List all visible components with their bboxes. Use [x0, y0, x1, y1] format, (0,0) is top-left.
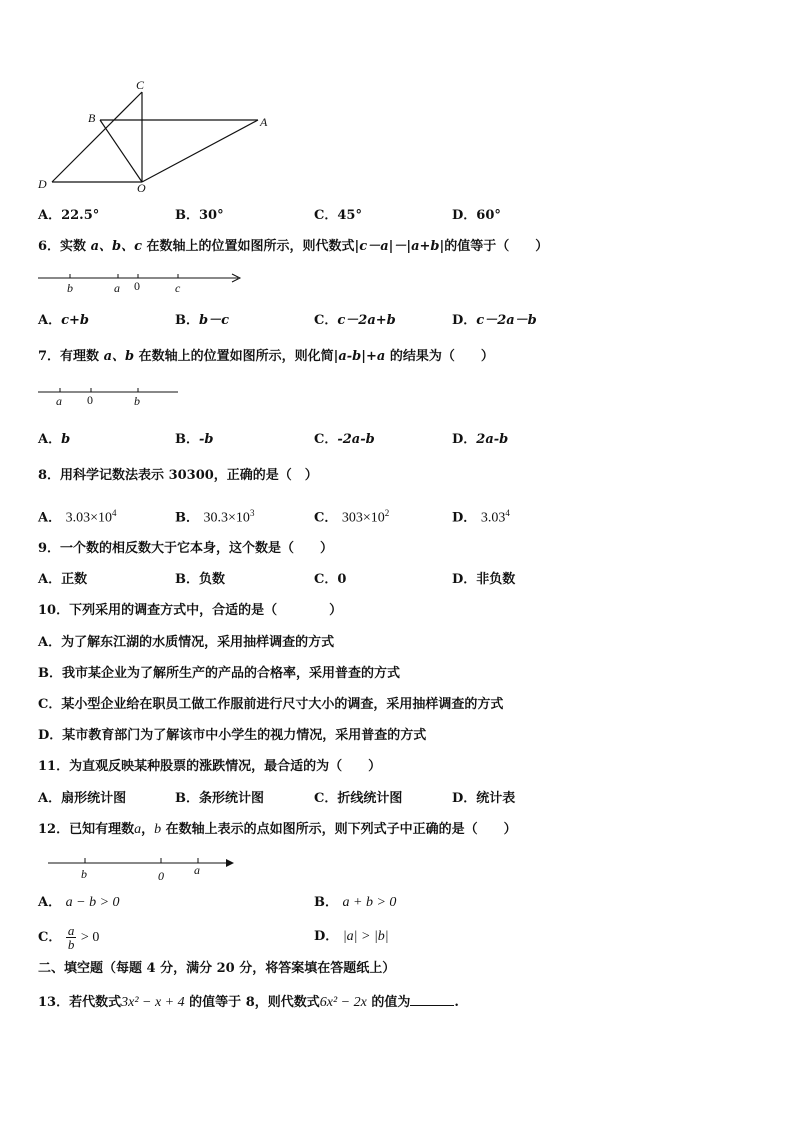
- q9-option-b[interactable]: B．负数: [175, 572, 225, 587]
- q7-option-b[interactable]: B．-b: [175, 432, 214, 447]
- q7-axis-label-b: b: [134, 394, 140, 408]
- q11-option-c[interactable]: C．折线统计图: [314, 791, 403, 806]
- q9-option-c[interactable]: C．0: [314, 572, 347, 587]
- q6-axis-label-zero: 0: [134, 279, 140, 293]
- q5-option-b[interactable]: B．30°: [175, 208, 224, 223]
- q6-expr: |c－a|－|a+b|: [354, 239, 445, 254]
- q6-option-c[interactable]: C．c－2a+b: [314, 313, 396, 328]
- q5-option-d[interactable]: D．60°: [452, 208, 501, 223]
- q7-axis-label-zero: 0: [87, 393, 93, 407]
- point-label-B: B: [88, 111, 96, 125]
- q11-option-a[interactable]: A．扇形统计图: [38, 791, 127, 806]
- q13-answer-blank[interactable]: [410, 993, 454, 1006]
- q12-option-c[interactable]: C． $\frac{a}{b}$ > 0: [38, 923, 100, 952]
- question-10: 10．下列采用的调查方式中，合适的是（ ）: [38, 603, 343, 618]
- q12-axis-label-zero: 0: [158, 869, 164, 883]
- q5-option-a[interactable]: A．22.5°: [38, 208, 100, 223]
- q10-option-d[interactable]: D．某市教育部门为了解该市中小学生的视力情况，采用普查的方式: [38, 728, 427, 743]
- point-label-D: D: [38, 177, 47, 191]
- question-7: 7．有理数 a、b 在数轴上的位置如图所示，则化简|a-b|+a 的结果为（ ）: [38, 349, 494, 364]
- question-12: 12．已知有理数a，b 在数轴上表示的点如图所示，则下列式子中正确的是（ ）: [38, 822, 517, 837]
- q12-number-line: [44, 854, 244, 884]
- q6-vars: a、b、c: [90, 239, 143, 254]
- q9-option-d[interactable]: D．非负数: [452, 572, 516, 587]
- question-6: [38, 239, 548, 255]
- q6-option-a[interactable]: A．c+b: [38, 313, 89, 328]
- q10-option-a[interactable]: A．为了解东江湖的水质情况，采用抽样调查的方式: [38, 635, 335, 650]
- q6-option-b[interactable]: B．b－c: [175, 313, 230, 328]
- question-8: 8．用科学记数法表示 30300，正确的是（ ）: [38, 468, 318, 483]
- question-9: 9．一个数的相反数大于它本身，这个数是（ ）: [38, 541, 334, 556]
- q6-number-line: [36, 268, 246, 296]
- q10-option-c[interactable]: C．某小型企业给在职员工做工作服前进行尺寸大小的调查，采用抽样调查的方式: [38, 697, 504, 712]
- q6-text-c: 的值等于（ ）: [444, 239, 549, 254]
- q6-axis-label-c: c: [175, 281, 181, 295]
- q10-option-b[interactable]: B．我市某企业为了解所生产的产品的合格率，采用普查的方式: [38, 666, 400, 681]
- q7-axis-label-a: a: [56, 394, 62, 408]
- q8-option-b[interactable]: B． $30.3\times 10^3$: [175, 508, 255, 526]
- q6-num: 6．: [38, 239, 61, 254]
- q7-option-c[interactable]: C．-2a-b: [314, 432, 375, 447]
- segment-OA: [142, 120, 258, 182]
- q7-option-a[interactable]: A．b: [38, 432, 71, 447]
- q12-option-a[interactable]: A． a − b > 0: [38, 895, 120, 910]
- q11-option-b[interactable]: B．条形统计图: [175, 791, 264, 806]
- question-11: 11．为直观反映某种股票的涨跌情况，最合适的为（ ）: [38, 759, 382, 774]
- q7-number-line: [36, 384, 186, 412]
- q11-option-d[interactable]: D．统计表: [452, 791, 516, 806]
- q12-option-d[interactable]: D． |a| > |b|: [314, 929, 389, 944]
- q6-text-a: 实数: [60, 239, 91, 254]
- q6-axis-label-a: a: [114, 281, 120, 295]
- point-label-A: A: [260, 115, 268, 129]
- point-label-C: C: [136, 78, 145, 92]
- q12-option-b[interactable]: B． a + b > 0: [314, 895, 397, 910]
- q8-option-c[interactable]: C． $303\times 10^2$: [314, 508, 390, 526]
- q8-option-a[interactable]: A． $3.03\times 10^4$: [38, 508, 117, 526]
- section-2-title: 二、填空题（每题 4 分，满分 20 分，将答案填在答题纸上）: [38, 961, 396, 976]
- q12-axis-label-b: b: [81, 867, 87, 881]
- point-label-O: O: [137, 181, 146, 195]
- segment-DC: [52, 92, 142, 182]
- segment-BO: [100, 120, 142, 182]
- q6-axis-label-b: b: [67, 281, 73, 295]
- q7-option-d[interactable]: D．2a-b: [452, 432, 509, 447]
- q6-option-d[interactable]: D．c－2a－b: [452, 313, 537, 328]
- q8-option-d[interactable]: D． 3.03$^4$: [452, 508, 510, 526]
- question-13: 13．若代数式3x² − x + 4 的值等于 8，则代数式6x² − 2x 的值为 .: [38, 995, 459, 1010]
- q9-option-a[interactable]: A．正数: [38, 572, 88, 587]
- q12-axis-label-a: a: [194, 863, 200, 877]
- q6-text-b: 在数轴上的位置如图所示，则代数式: [142, 239, 355, 254]
- geometry-figure: [30, 78, 280, 198]
- q5-option-c[interactable]: C．45°: [314, 208, 362, 223]
